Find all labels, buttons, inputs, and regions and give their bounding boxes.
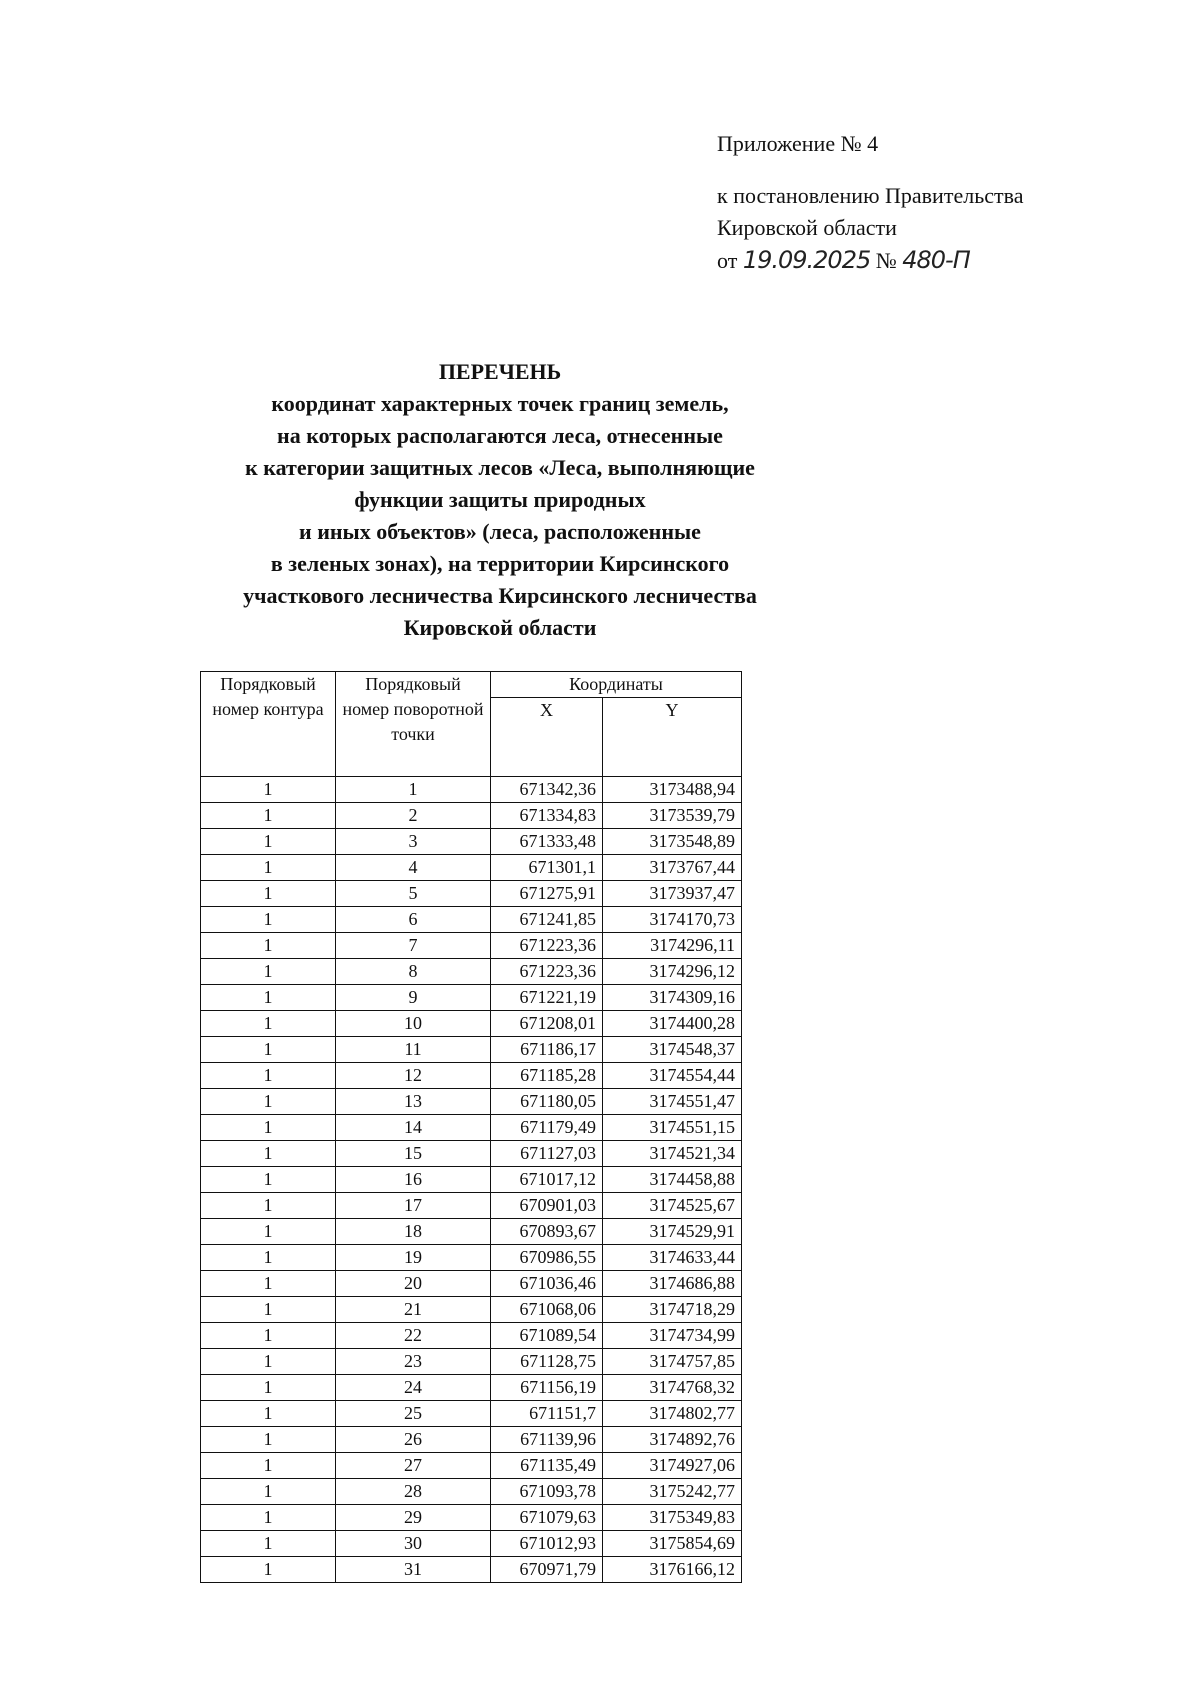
cell-contour: 1: [201, 1323, 336, 1349]
table-row: [201, 1557, 742, 1583]
cell-y: 3174309,16: [603, 985, 742, 1011]
table-row: [201, 1167, 742, 1193]
cell-x: 671185,28: [491, 1063, 603, 1089]
cell-point: 26: [336, 1427, 491, 1453]
cell-point: 24: [336, 1375, 491, 1401]
cell-contour: 1: [201, 1479, 336, 1505]
cell-y: 3173539,79: [603, 803, 742, 829]
cell-y: 3174551,47: [603, 1089, 742, 1115]
title-line: функции защиты природных: [354, 487, 646, 512]
table-row: [201, 1115, 742, 1141]
cell-y: 3174529,91: [603, 1219, 742, 1245]
cell-contour: 1: [201, 1245, 336, 1271]
title-line: в зеленых зонах), на территории Кирсинского: [270, 551, 730, 576]
handwritten-number: 480-П: [902, 246, 970, 274]
table-row: [201, 1141, 742, 1167]
table-row: [201, 1427, 742, 1453]
cell-y: 3174734,99: [603, 1323, 742, 1349]
cell-point: 6: [336, 907, 491, 933]
cell-point: 28: [336, 1479, 491, 1505]
cell-contour: 1: [201, 1089, 336, 1115]
table-row: [201, 855, 742, 881]
cell-y: 3175242,77: [603, 1479, 742, 1505]
cell-x: 671093,78: [491, 1479, 603, 1505]
table-row: [201, 829, 742, 855]
header-point: Порядковый номер поворотной точки: [336, 672, 491, 777]
table-row: [201, 1297, 742, 1323]
cell-y: 3173548,89: [603, 829, 742, 855]
cell-y: 3173488,94: [603, 777, 742, 803]
cell-x: 671333,48: [491, 829, 603, 855]
cell-y: 3174296,12: [603, 959, 742, 985]
number-sign: №: [875, 248, 897, 273]
cell-x: 671139,96: [491, 1427, 603, 1453]
table-row: [201, 1245, 742, 1271]
cell-point: 21: [336, 1297, 491, 1323]
cell-x: 671127,03: [491, 1141, 603, 1167]
date-prefix: от: [717, 248, 738, 273]
cell-contour: 1: [201, 1219, 336, 1245]
table-row: [201, 803, 742, 829]
cell-contour: 1: [201, 803, 336, 829]
cell-x: 671186,17: [491, 1037, 603, 1063]
cell-y: 3174892,76: [603, 1427, 742, 1453]
cell-y: 3174757,85: [603, 1349, 742, 1375]
cell-contour: 1: [201, 1453, 336, 1479]
header-x: X: [491, 698, 603, 777]
cell-x: 671334,83: [491, 803, 603, 829]
cell-y: 3174633,44: [603, 1245, 742, 1271]
table-row: [201, 1401, 742, 1427]
table-row: [201, 1089, 742, 1115]
table-row: [201, 1271, 742, 1297]
cell-y: 3174768,32: [603, 1375, 742, 1401]
cell-y: 3174548,37: [603, 1037, 742, 1063]
cell-y: 3174458,88: [603, 1167, 742, 1193]
cell-contour: 1: [201, 777, 336, 803]
cell-point: 25: [336, 1401, 491, 1427]
cell-x: 671079,63: [491, 1505, 603, 1531]
appendix-block: [717, 128, 1157, 277]
header-coordinates: Координаты: [491, 672, 742, 698]
cell-point: 31: [336, 1557, 491, 1583]
cell-x: 671223,36: [491, 933, 603, 959]
title-line: к категории защитных лесов «Леса, выполняющие: [245, 455, 755, 480]
cell-x: 671342,36: [491, 777, 603, 803]
cell-point: 5: [336, 881, 491, 907]
table-row: [201, 1323, 742, 1349]
appendix-line-1: к постановлению Правительства: [717, 183, 1024, 208]
cell-contour: 1: [201, 1557, 336, 1583]
document-title: [160, 356, 840, 644]
cell-contour: 1: [201, 1505, 336, 1531]
cell-point: 2: [336, 803, 491, 829]
appendix-line-2: Кировской области: [717, 215, 897, 240]
handwritten-date: 19.09.2025: [742, 246, 871, 274]
cell-y: 3174170,73: [603, 907, 742, 933]
cell-contour: 1: [201, 1401, 336, 1427]
appendix-date-line: [717, 244, 1157, 277]
header-y: Y: [603, 698, 742, 777]
cell-point: 3: [336, 829, 491, 855]
cell-y: 3174927,06: [603, 1453, 742, 1479]
table-row: [201, 959, 742, 985]
cell-x: 671275,91: [491, 881, 603, 907]
cell-contour: 1: [201, 1193, 336, 1219]
cell-contour: 1: [201, 959, 336, 985]
cell-y: 3175854,69: [603, 1531, 742, 1557]
cell-x: 671208,01: [491, 1011, 603, 1037]
table-row: [201, 933, 742, 959]
cell-point: 27: [336, 1453, 491, 1479]
cell-point: 4: [336, 855, 491, 881]
cell-point: 17: [336, 1193, 491, 1219]
cell-contour: 1: [201, 1011, 336, 1037]
table-row: [201, 1375, 742, 1401]
table-row: [201, 1349, 742, 1375]
table-row: [201, 1531, 742, 1557]
cell-point: 13: [336, 1089, 491, 1115]
cell-contour: 1: [201, 1349, 336, 1375]
cell-contour: 1: [201, 1141, 336, 1167]
cell-y: 3174296,11: [603, 933, 742, 959]
cell-point: 1: [336, 777, 491, 803]
cell-x: 671128,75: [491, 1349, 603, 1375]
cell-point: 10: [336, 1011, 491, 1037]
cell-point: 23: [336, 1349, 491, 1375]
cell-contour: 1: [201, 1167, 336, 1193]
cell-contour: 1: [201, 985, 336, 1011]
table-row: [201, 881, 742, 907]
cell-contour: 1: [201, 1037, 336, 1063]
cell-x: 671017,12: [491, 1167, 603, 1193]
cell-contour: 1: [201, 1063, 336, 1089]
appendix-title: Приложение № 4: [717, 131, 879, 156]
cell-point: 29: [336, 1505, 491, 1531]
table-row: [201, 1037, 742, 1063]
table-row: [201, 1453, 742, 1479]
cell-x: 671223,36: [491, 959, 603, 985]
table-body: [201, 777, 742, 1583]
cell-point: 7: [336, 933, 491, 959]
title-line: Кировской области: [403, 615, 597, 640]
cell-point: 18: [336, 1219, 491, 1245]
cell-y: 3174718,29: [603, 1297, 742, 1323]
table-row: [201, 1193, 742, 1219]
cell-y: 3174554,44: [603, 1063, 742, 1089]
cell-contour: 1: [201, 933, 336, 959]
cell-contour: 1: [201, 907, 336, 933]
cell-x: 671241,85: [491, 907, 603, 933]
cell-y: 3173937,47: [603, 881, 742, 907]
cell-contour: 1: [201, 829, 336, 855]
cell-y: 3175349,83: [603, 1505, 742, 1531]
cell-contour: 1: [201, 1375, 336, 1401]
cell-contour: 1: [201, 1427, 336, 1453]
cell-point: 22: [336, 1323, 491, 1349]
table-row: [201, 1219, 742, 1245]
cell-y: 3174400,28: [603, 1011, 742, 1037]
cell-contour: 1: [201, 1271, 336, 1297]
cell-y: 3174521,34: [603, 1141, 742, 1167]
cell-y: 3173767,44: [603, 855, 742, 881]
cell-x: 671221,19: [491, 985, 603, 1011]
cell-x: 671156,19: [491, 1375, 603, 1401]
header-contour: Порядковый номер контура: [201, 672, 336, 777]
cell-x: 671036,46: [491, 1271, 603, 1297]
cell-contour: 1: [201, 881, 336, 907]
cell-x: 671301,1: [491, 855, 603, 881]
cell-y: 3174551,15: [603, 1115, 742, 1141]
coordinates-table: [200, 671, 742, 1583]
cell-point: 16: [336, 1167, 491, 1193]
cell-x: 670986,55: [491, 1245, 603, 1271]
cell-point: 30: [336, 1531, 491, 1557]
table-row: [201, 1011, 742, 1037]
table-row: [201, 777, 742, 803]
title-line: и иных объектов» (леса, расположенные: [299, 519, 701, 544]
cell-point: 11: [336, 1037, 491, 1063]
cell-x: 670901,03: [491, 1193, 603, 1219]
cell-x: 671089,54: [491, 1323, 603, 1349]
title-line: участкового лесничества Кирсинского лесничества: [243, 583, 757, 608]
cell-contour: 1: [201, 1297, 336, 1323]
cell-point: 12: [336, 1063, 491, 1089]
cell-y: 3174686,88: [603, 1271, 742, 1297]
title-line: на которых располагаются леса, отнесенные: [277, 423, 723, 448]
cell-x: 671068,06: [491, 1297, 603, 1323]
table-row: [201, 1505, 742, 1531]
cell-x: 671180,05: [491, 1089, 603, 1115]
title-line: координат характерных точек границ земель,: [271, 391, 729, 416]
cell-point: 14: [336, 1115, 491, 1141]
cell-x: 671135,49: [491, 1453, 603, 1479]
cell-y: 3174525,67: [603, 1193, 742, 1219]
cell-point: 20: [336, 1271, 491, 1297]
table-row: [201, 1063, 742, 1089]
cell-x: 671012,93: [491, 1531, 603, 1557]
table-row: [201, 907, 742, 933]
cell-point: 9: [336, 985, 491, 1011]
table-row: [201, 985, 742, 1011]
cell-y: 3176166,12: [603, 1557, 742, 1583]
cell-point: 15: [336, 1141, 491, 1167]
cell-x: 671179,49: [491, 1115, 603, 1141]
title-main: ПЕРЕЧЕНЬ: [438, 359, 562, 384]
cell-contour: 1: [201, 1531, 336, 1557]
cell-x: 670893,67: [491, 1219, 603, 1245]
cell-y: 3174802,77: [603, 1401, 742, 1427]
cell-point: 8: [336, 959, 491, 985]
table-row: [201, 1479, 742, 1505]
cell-x: 671151,7: [491, 1401, 603, 1427]
cell-contour: 1: [201, 855, 336, 881]
cell-contour: 1: [201, 1115, 336, 1141]
cell-x: 670971,79: [491, 1557, 603, 1583]
cell-point: 19: [336, 1245, 491, 1271]
